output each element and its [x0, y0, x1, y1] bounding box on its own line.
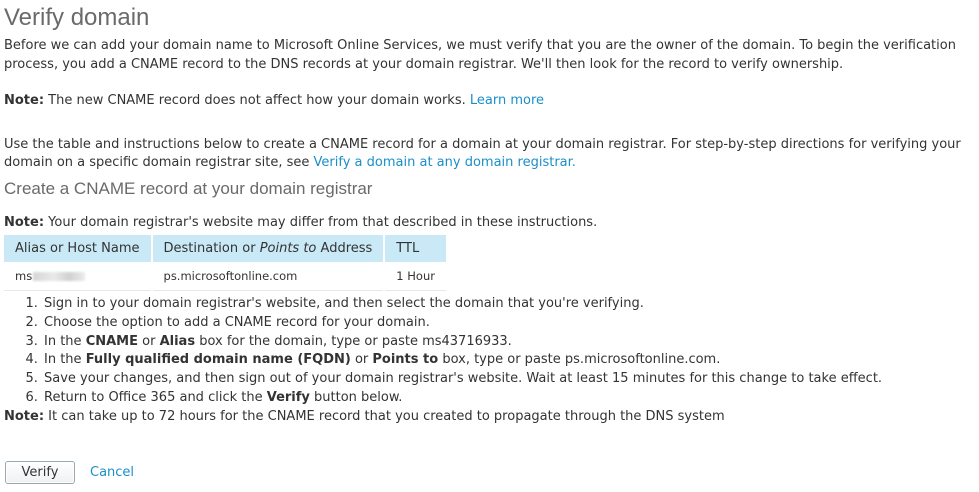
note-label: Note:	[4, 93, 45, 108]
step-6	[42, 389, 979, 408]
note-registrar-differs	[4, 214, 979, 233]
step-bold-text: Fully qualified domain name (FQDN)	[85, 352, 351, 368]
header-italic-text: Points to	[259, 241, 317, 257]
note-text: The new CNAME record does not affect how your domain works.	[44, 93, 470, 108]
table-instructions-paragraph	[4, 136, 979, 173]
note-text: Your domain registrar's website may differ from that described in these instructions.	[44, 214, 598, 230]
note-propagation-time	[4, 408, 979, 427]
note-label: Note:	[4, 409, 45, 425]
step-text: In the	[44, 352, 86, 368]
header-text: Destination or	[163, 241, 260, 257]
instruction-steps	[4, 295, 979, 407]
step-bold-text: Verify	[266, 389, 310, 405]
note-text: It can take up to 72 hours for the CNAME record that you created to propagate through the DNS system	[44, 409, 725, 425]
step-text: In the	[44, 333, 86, 349]
note-cname-no-effect	[4, 92, 979, 111]
step-text: box, type or paste ps.microsoftonline.com.	[438, 352, 721, 368]
column-header-ttl: TTL	[385, 235, 446, 262]
note-label: Note:	[4, 214, 45, 230]
cell-alias	[4, 262, 151, 291]
intro-paragraph: Before we can add your domain name to Microsoft Online Services, we must verify that you are the owner of the domain. To begin the verification process, you add a CNAME record to the DNS records at your domain registrar. We'll then look for the record to verify ownership.	[4, 38, 956, 72]
column-header-destination	[153, 235, 384, 262]
verify-domain-page	[4, 0, 979, 427]
step-1: 1. Sign in to your domain registrar's website, and then select the domain that you're verifying.	[42, 295, 979, 314]
table-row	[4, 262, 446, 291]
header-text: Address	[316, 241, 373, 257]
step-3	[42, 333, 979, 352]
alias-visible-text: ms	[15, 269, 33, 284]
learn-more-link[interactable]: Learn more	[469, 93, 545, 108]
section-heading: Create a CNAME record at your domain registrar	[4, 178, 373, 198]
table-header-row	[4, 235, 446, 262]
step-text: box for the domain, type or paste ms43716933.	[195, 333, 512, 349]
page-title: Verify domain	[4, 4, 150, 31]
step-text: button below.	[309, 389, 403, 405]
cell-destination: ps.microsoftonline.com	[153, 262, 384, 291]
step-bold-text: CNAME	[85, 333, 138, 349]
verify-button[interactable]: Verify	[5, 461, 75, 484]
step-2: 2. Choose the option to add a CNAME record for your domain.	[42, 314, 979, 333]
cell-ttl: 1 Hour	[385, 262, 446, 291]
verify-any-registrar-link[interactable]: Verify a domain at any domain registrar.	[313, 155, 576, 170]
step-5: 5. Save your changes, and then sign out of your domain registrar's website. Wait at least 15 minutes for this change to take effect.	[42, 370, 979, 389]
cancel-link[interactable]: Cancel	[90, 465, 135, 480]
step-text: Return to Office 365 and click the	[44, 389, 267, 405]
step-bold-text: Points to	[372, 352, 439, 368]
step-4	[42, 351, 979, 370]
cname-record-table	[2, 235, 448, 291]
redaction-blur	[33, 272, 85, 281]
masked-alias	[15, 269, 85, 283]
step-bold-text: Alias	[159, 333, 196, 349]
step-text: or	[350, 352, 373, 368]
table-instructions-text: Use the table and instructions below to create a CNAME record for a domain at your domain registrar. For step-by-step directions for verifying your domain on a specific domain registrar site, see	[4, 136, 961, 170]
step-text: or	[138, 333, 160, 349]
column-header-alias: Alias or Host Name	[4, 235, 151, 262]
form-actions	[5, 461, 134, 484]
